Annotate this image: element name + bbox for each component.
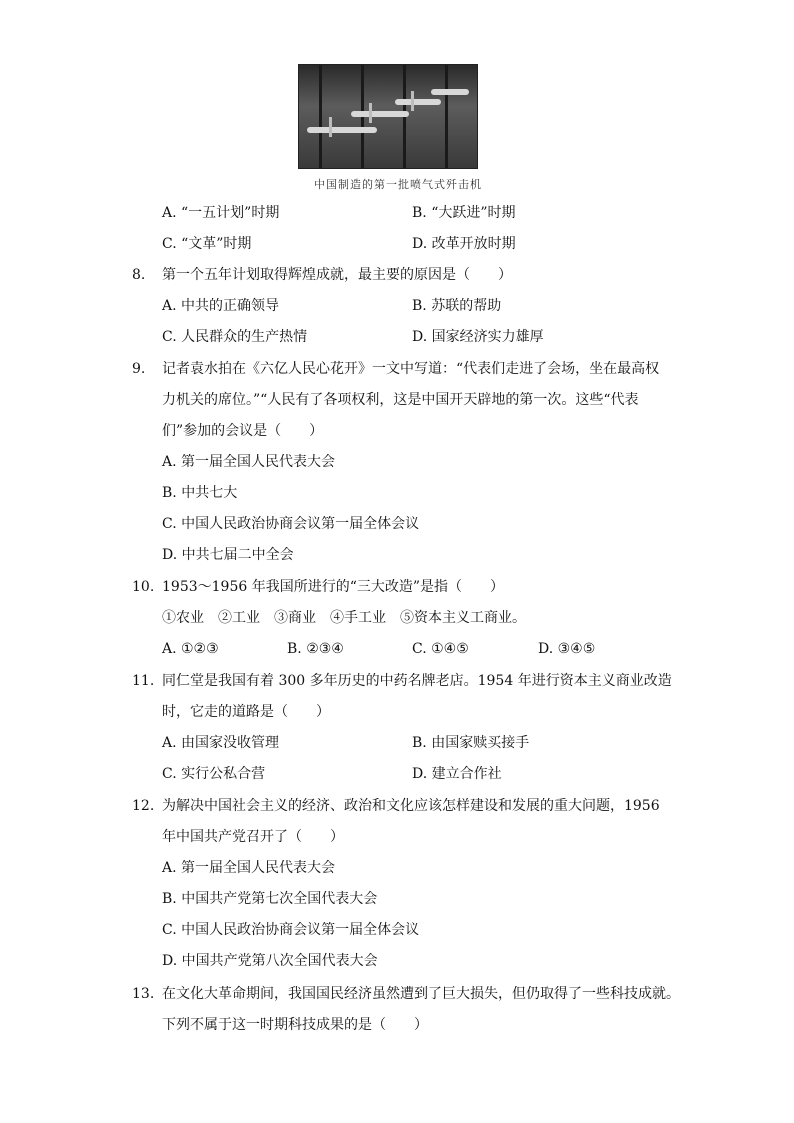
q9-stem-line-1: 记者袁水拍在《六亿人民心花开》一文中写道：“代表们走进了会场，坐在最高权 <box>162 361 660 377</box>
q9-option-c[interactable]: C. 中国人民政治协商会议第一届全体会议 <box>162 516 420 532</box>
q8-option-a[interactable]: A. 中共的正确领导 <box>162 298 280 314</box>
q9-option-b[interactable]: B. 中共七大 <box>162 485 238 501</box>
q10-option-b[interactable]: B. ②③④ <box>287 641 344 657</box>
q12-option-a[interactable]: A. 第一届全国人民代表大会 <box>162 860 336 876</box>
q11-option-a[interactable]: A. 由国家没收管理 <box>162 735 280 751</box>
q9-option-a[interactable]: A. 第一届全国人民代表大会 <box>162 454 336 470</box>
q12-stem-line-2: 年中国共产党召开了（ ） <box>162 829 344 845</box>
q11-stem-line-1: 同仁堂是我国有着 300 多年历史的中药名牌老店。1954 年进行资本主义商业改造 <box>162 673 672 689</box>
figure-caption: 中国制造的第一批喷气式歼击机 <box>314 178 482 191</box>
q7-option-d[interactable]: D. 改革开放时期 <box>412 236 516 252</box>
q9-number: 9. <box>132 361 146 377</box>
q12-option-d[interactable]: D. 中国共产党第八次全国代表大会 <box>162 953 378 969</box>
q9-option-d[interactable]: D. 中共七届二中全会 <box>162 547 294 563</box>
q12-number: 12. <box>132 798 155 814</box>
q13-stem-line-2: 下列不属于这一时期科技成果的是（ ） <box>162 1017 428 1033</box>
q12-option-b[interactable]: B. 中国共产党第七次全国代表大会 <box>162 891 378 907</box>
q8-number: 8. <box>132 267 146 283</box>
q10-option-a[interactable]: A. ①②③ <box>162 641 219 657</box>
q13-stem-line-1: 在文化大革命期间，我国国民经济虽然遭到了巨大损失，但仍取得了一些科技成就。 <box>162 986 680 1002</box>
q11-stem-line-2: 时，它走的道路是（ ） <box>162 704 330 720</box>
q8-option-b[interactable]: B. 苏联的帮助 <box>412 298 502 314</box>
q10-stem: 1953～1956 年我国所进行的“三大改造”是指（ ） <box>162 579 505 595</box>
q11-number: 11. <box>132 673 155 689</box>
q7-option-b[interactable]: B. “大跃进”时期 <box>412 205 516 221</box>
q8-option-d[interactable]: D. 国家经济实力雄厚 <box>412 329 544 345</box>
q7-option-a[interactable]: A. “一五计划”时期 <box>162 205 280 221</box>
q11-option-b[interactable]: B. 由国家赎买接手 <box>412 735 530 751</box>
q10-number: 10. <box>132 579 155 595</box>
q13-number: 13. <box>132 986 155 1002</box>
q11-option-c[interactable]: C. 实行公私合营 <box>162 766 266 782</box>
q12-option-c[interactable]: C. 中国人民政治协商会议第一届全体会议 <box>162 922 420 938</box>
jet-fighter-photo <box>298 64 478 169</box>
q10-option-c[interactable]: C. ①④⑤ <box>412 641 469 657</box>
q11-option-d[interactable]: D. 建立合作社 <box>412 766 502 782</box>
q9-stem-line-2: 力机关的席位。”“人民有了各项权利，这是中国开天辟地的第一次。这些“代表 <box>162 392 639 408</box>
q8-option-c[interactable]: C. 人民群众的生产热情 <box>162 329 308 345</box>
q10-sub-items: ①农业 ②工业 ③商业 ④手工业 ⑤资本主义工商业。 <box>162 610 526 626</box>
q10-option-d[interactable]: D. ③④⑤ <box>538 641 596 657</box>
q8-stem: 第一个五年计划取得辉煌成就，最主要的原因是（ ） <box>162 267 512 283</box>
q9-stem-line-3: 们”参加的会议是（ ） <box>162 423 324 439</box>
q12-stem-line-1: 为解决中国社会主义的经济、政治和文化应该怎样建设和发展的重大问题，1956 <box>162 798 660 814</box>
q7-option-c[interactable]: C. “文革”时期 <box>162 236 252 252</box>
